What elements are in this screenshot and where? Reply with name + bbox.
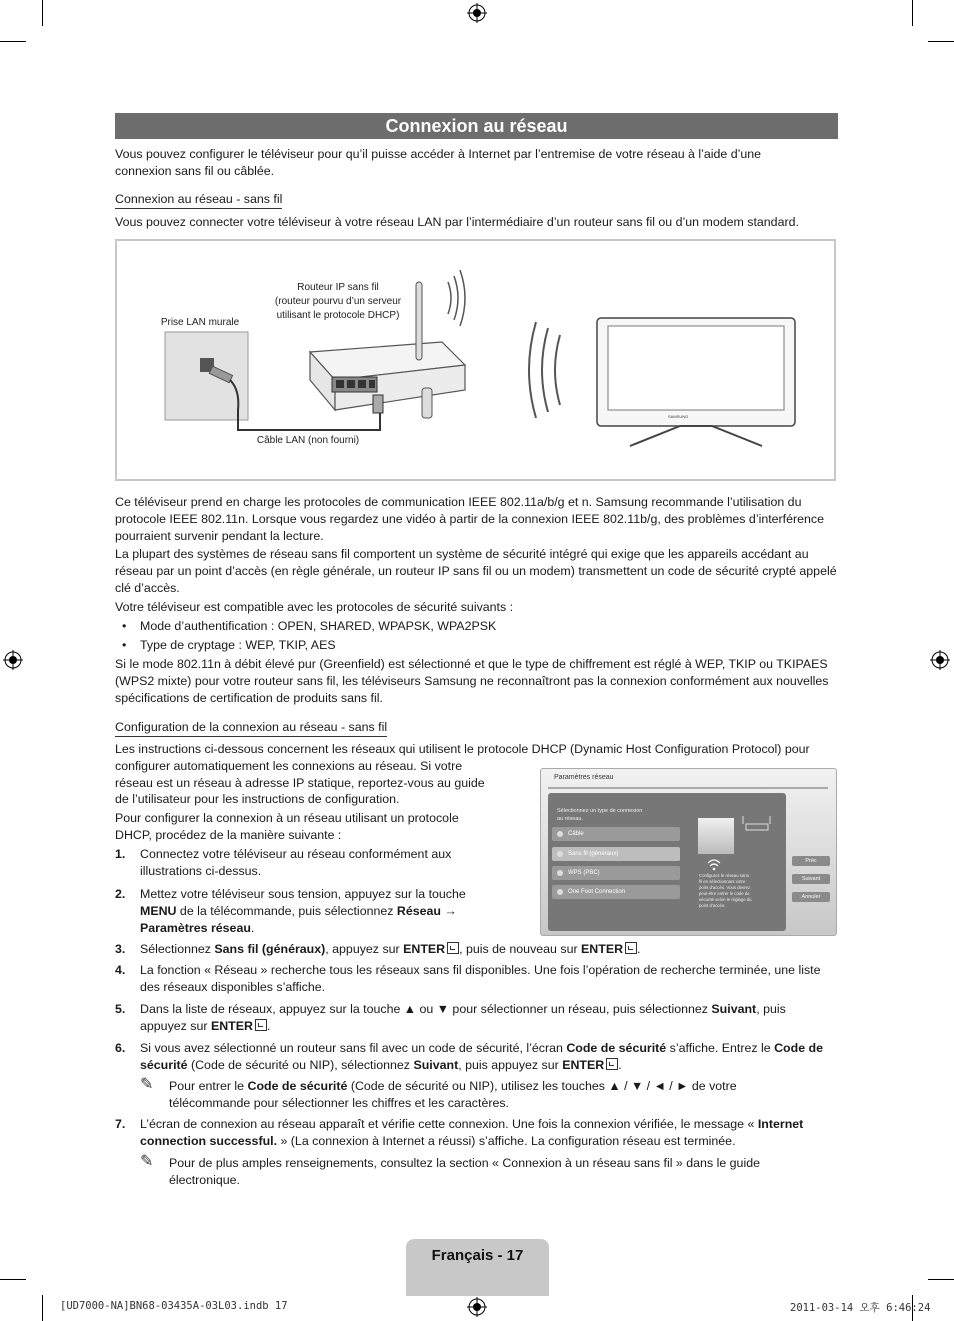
config-intro: Les instructions ci-dessous concernent les réseaux qui utilisent le protocole DHCP (Dynamic Host Configuration Protocol) pour configurer automatiquement les connexions au réseau. Si votre réseau est un réseau à adresse IP statique, reportez-vous au guide de l’utilisateur pour les instructions de configuration.: [115, 742, 810, 807]
note-2-text: Pour de plus amples renseignements, consultez la section « Connexion à un réseau sans fil » dans le guide électronique.: [169, 1156, 760, 1187]
section-heading-wireless: Connexion au réseau - sans fil: [115, 192, 282, 209]
note-1-text: Pour entrer le Code de sécurité (Code de sécurité ou NIP), utilisez les touches ▲ / ▼ / ◄ / ► de votre télécommande pour sélectionner les chiffres et les caractères.: [169, 1079, 737, 1110]
step-4-text: La fonction « Réseau » recherche tous les réseaux sans fil disponibles. Une fois l’opération de recherche terminée, une liste des réseaux disponibles s’affiche.: [140, 963, 821, 994]
ui-next-button[interactable]: Suivant: [792, 874, 830, 884]
wall-socket-label: Prise LAN murale: [160, 317, 240, 328]
crop-mark: [0, 1279, 26, 1280]
crop-mark: [912, 0, 913, 26]
paragraph-protocols: Ce téléviseur prend en charge les protocoles de communication IEEE 802.11a/b/g et n. Samsung recommande l’utilisation du protocole IEEE 802.11n. Lorsque vous regardez une vidéo à partir de la connexion IEEE 802.11b/g, des problèmes d’interférence pourraient survenir pendant la lecture.: [115, 495, 825, 543]
section-heading-config: Configuration de la connexion au réseau - sans fil: [115, 720, 387, 737]
enter-icon: [625, 942, 637, 954]
ui-option-onefoot[interactable]: One Foot Connection: [552, 885, 680, 899]
crop-mark: [928, 1279, 954, 1280]
crop-mark: [42, 0, 43, 26]
cable-label: Câble LAN (non fourni): [256, 435, 360, 446]
step-number: 4.: [115, 963, 126, 977]
router-label: Routeur IP sans fil (routeur pourvu d’un serveur utilisant le protocole DHCP): [274, 282, 402, 321]
intro-text: Vous pouvez configurer le téléviseur pour qu’il puisse accéder à Internet par l’entremise de votre réseau à l’aide d’une connexion sans fil ou câblée.: [115, 147, 762, 178]
ui-option-wireless[interactable]: Sans fil (généraux): [552, 847, 680, 861]
bullet-auth: • Mode d’authentification : OPEN, SHARED, WPAPSK, WPA2PSK: [140, 618, 820, 635]
step-number: 1.: [115, 847, 126, 861]
step-5-text: Dans la liste de réseaux, appuyez sur la touche ▲ ou ▼ pour sélectionner un réseau, puis sélectionnez Suivant, puis appuyez sur ENTER .: [140, 1002, 786, 1033]
step-number: 3.: [115, 942, 126, 956]
enter-icon: [255, 1019, 267, 1031]
step-number: 7.: [115, 1117, 126, 1131]
note-icon: ✎: [140, 1076, 154, 1093]
ui-option-cable[interactable]: Câble: [552, 827, 680, 841]
tv-brand-logo: SAMSUNG: [668, 414, 689, 419]
registration-mark-icon: [467, 1297, 487, 1317]
step-3-text: Sélectionnez Sans fil (généraux), appuyez sur ENTER , puis de nouveau sur ENTER .: [140, 942, 641, 956]
footer-file: [UD7000-NA]BN68-03435A-03L03.indb 17: [60, 1300, 288, 1312]
ui-prompt: Sélectionnez un type de connexion au réseau.: [557, 808, 643, 822]
section-text-wireless: Vous pouvez connecter votre téléviseur à votre réseau LAN par l’intermédiaire d’un routeur sans fil ou d’un modem standard.: [115, 215, 799, 229]
router-icon: [740, 814, 776, 834]
config-dhcp: Pour configurer la connexion à un réseau utilisant un protocole DHCP, procédez de la manière suivante :: [115, 811, 459, 842]
step-number: 2.: [115, 887, 126, 901]
network-illustration: [160, 270, 820, 460]
page-number-tab: Français - 17: [406, 1239, 549, 1296]
ui-header: Paramètres réseau: [554, 774, 614, 781]
paragraph-security: La plupart des systèmes de réseau sans fil comportent un système de sécurité intégré qui exige que les appareils accédant au réseau par un point d’accès (en règle générale, un routeur IP sans fil ou un modem) transmettent un code de sécurité crypté appelé clé d’accès.: [115, 547, 837, 595]
page-title: Connexion au réseau: [115, 113, 838, 139]
step-number: 6.: [115, 1041, 126, 1055]
crop-mark: [0, 41, 26, 42]
paragraph-compat: Votre téléviseur est compatible avec les protocoles de sécurité suivants :: [115, 600, 514, 614]
ui-progress: [548, 787, 828, 789]
ui-preview-image: [698, 818, 734, 854]
step-1-text: Connectez votre téléviseur au réseau conformément aux illustrations ci-dessus.: [140, 847, 452, 878]
bullet-encryption: • Type de cryptage : WEP, TKIP, AES: [140, 637, 820, 654]
step-number: 5.: [115, 1002, 126, 1016]
registration-mark-icon: [3, 650, 23, 670]
step-6-text: Si vous avez sélectionné un routeur sans fil avec un code de sécurité, l’écran Code de sécurité s’affiche. Entrez le Code de sécurité (Code de sécurité ou NIP), sélectionnez Suivant, puis appuyez sur ENTER .: [140, 1041, 823, 1072]
paragraph-greenfield: Si le mode 802.11n à débit élevé pur (Greenfield) est sélectionné et que le type de chiffrement est réglé à WEP, TKIP ou TKIPAES (WPS2 mixte) pour votre routeur sans fil, les téléviseurs Samsung ne reconnaîtront pas la connexion conformément aux nouvelles spécifications de certification de produits sans fil.: [115, 657, 829, 705]
ui-cancel-button[interactable]: Annuler: [792, 892, 830, 902]
registration-mark-icon: [467, 3, 487, 23]
crop-mark: [928, 41, 954, 42]
crop-mark: [42, 1295, 43, 1321]
enter-icon: [447, 942, 459, 954]
step-7-text: L’écran de connexion au réseau apparaît et vérifie cette connexion. Une fois la connexion vérifiée, le message « Internet connection successful. » (La connexion à Internet a réussi) s’affiche. La configuration réseau est terminée.: [140, 1117, 804, 1148]
enter-icon: [606, 1058, 618, 1070]
ui-prev-button[interactable]: Préc: [792, 856, 830, 866]
step-2-text: Mettez votre téléviseur sous tension, appuyez sur la touche MENU de la télécommande, puis sélectionnez Réseau → Paramètres réseau.: [140, 887, 466, 935]
ui-description: Configurez le réseau sans fil en sélectionnant votre point d’accès. Vous devrez peut-être entrer le code de sécurité selon le réglage du point d’accès.: [699, 873, 752, 908]
footer-date: 2011-03-14 오후 6:46:24: [790, 1302, 931, 1314]
note-icon: ✎: [140, 1153, 154, 1170]
wifi-icon: [706, 857, 722, 871]
registration-mark-icon: [930, 650, 950, 670]
ui-option-wps[interactable]: WPS (PBC): [552, 866, 680, 880]
